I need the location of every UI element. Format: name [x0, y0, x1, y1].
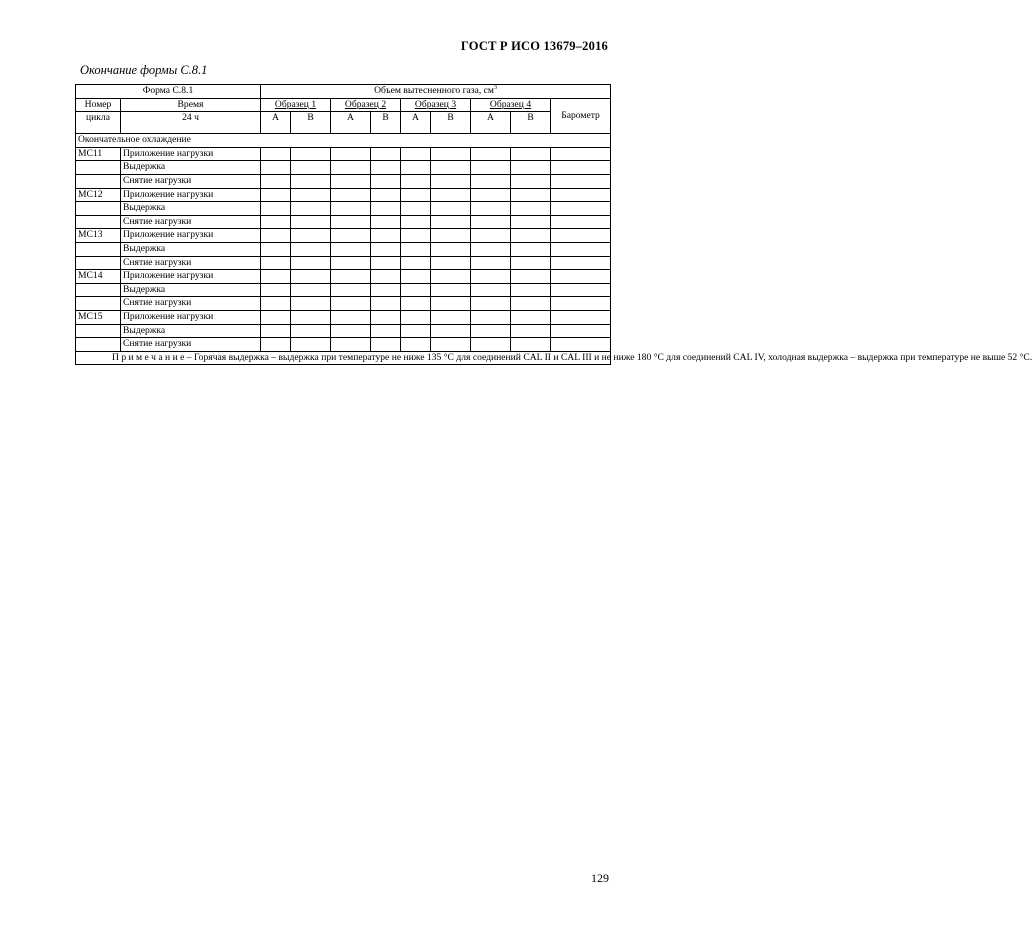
value-cell	[551, 270, 611, 284]
value-cell	[331, 338, 371, 352]
sample-1-a: A	[261, 112, 291, 134]
value-cell	[291, 215, 331, 229]
value-cell	[401, 256, 431, 270]
value-cell	[431, 229, 471, 243]
cycle-id-cell: МС11	[76, 147, 121, 161]
step-label: Приложение нагрузки	[121, 229, 261, 243]
value-cell	[471, 324, 511, 338]
value-cell	[371, 270, 401, 284]
step-label: Снятие нагрузки	[121, 338, 261, 352]
time-header-line-1: Время	[177, 98, 204, 110]
value-cell	[261, 256, 291, 270]
value-cell	[331, 297, 371, 311]
sample-3-header: Образец 3	[401, 98, 471, 112]
value-cell	[331, 310, 371, 324]
value-cell	[371, 229, 401, 243]
value-cell	[511, 202, 551, 216]
value-cell	[291, 202, 331, 216]
step-label: Приложение нагрузки	[121, 147, 261, 161]
sample-4-header: Образец 4	[471, 98, 551, 112]
value-cell	[371, 202, 401, 216]
value-cell	[261, 215, 291, 229]
value-cell	[431, 161, 471, 175]
value-cell	[551, 147, 611, 161]
value-cell	[511, 324, 551, 338]
step-label: Выдержка	[121, 202, 261, 216]
cycle-id-cell: МС14	[76, 270, 121, 284]
note-text: – Горячая выдержка – выдержка при температуре не ниже 135 °С для соединений CAL II и CAL III и не ниже 180 °С для соединений CAL IV, холодная выдержка – выдержка при температуре не выше 52 °С.	[184, 351, 1032, 363]
value-cell	[261, 324, 291, 338]
cycle-number-line-1: Номер	[84, 98, 112, 110]
gas-unit-superscript: 3	[494, 84, 497, 91]
value-cell	[551, 202, 611, 216]
value-cell	[371, 188, 401, 202]
step-label: Снятие нагрузки	[121, 174, 261, 188]
value-cell	[261, 297, 291, 311]
value-cell	[291, 270, 331, 284]
value-cell	[551, 256, 611, 270]
table-row	[76, 270, 611, 284]
value-cell	[511, 215, 551, 229]
value-cell	[511, 338, 551, 352]
step-label: Снятие нагрузки	[121, 215, 261, 229]
value-cell	[511, 161, 551, 175]
value-cell	[401, 338, 431, 352]
value-cell	[431, 297, 471, 311]
value-cell	[261, 202, 291, 216]
sample-2-header: Образец 2	[331, 98, 401, 112]
value-cell	[261, 270, 291, 284]
value-cell	[431, 310, 471, 324]
value-cell	[401, 215, 431, 229]
step-label: Приложение нагрузки	[121, 310, 261, 324]
value-cell	[291, 161, 331, 175]
cycle-number-header	[76, 98, 121, 112]
cycle-id-cell	[76, 215, 121, 229]
cycle-id-cell	[76, 324, 121, 338]
value-cell	[511, 147, 551, 161]
value-cell	[431, 174, 471, 188]
gas-volume-header	[261, 85, 611, 99]
value-cell	[371, 242, 401, 256]
value-cell	[401, 161, 431, 175]
gas-volume-text: Объем вытесненного газа, см	[374, 85, 494, 96]
cycle-id-cell	[76, 283, 121, 297]
step-label: Снятие нагрузки	[121, 297, 261, 311]
value-cell	[401, 188, 431, 202]
page-number: 129	[591, 871, 609, 885]
value-cell	[371, 174, 401, 188]
value-cell	[471, 202, 511, 216]
header-row-1	[76, 85, 611, 99]
cycle-id-cell	[76, 161, 121, 175]
time-header	[121, 98, 261, 112]
value-cell	[401, 324, 431, 338]
step-label: Снятие нагрузки	[121, 256, 261, 270]
value-cell	[471, 310, 511, 324]
value-cell	[551, 283, 611, 297]
table-row	[76, 202, 611, 216]
sample-4-b: B	[511, 112, 551, 134]
table-row	[76, 242, 611, 256]
value-cell	[471, 161, 511, 175]
value-cell	[261, 174, 291, 188]
value-cell	[401, 310, 431, 324]
table-row	[76, 174, 611, 188]
value-cell	[471, 215, 511, 229]
table-row	[76, 324, 611, 338]
value-cell	[471, 270, 511, 284]
value-cell	[471, 242, 511, 256]
value-cell	[551, 188, 611, 202]
value-cell	[471, 229, 511, 243]
table-row	[76, 215, 611, 229]
value-cell	[261, 147, 291, 161]
sample-3-b: B	[431, 112, 471, 134]
cycle-id-cell	[76, 202, 121, 216]
value-cell	[371, 297, 401, 311]
cycle-id-cell	[76, 297, 121, 311]
value-cell	[431, 215, 471, 229]
table-row	[76, 161, 611, 175]
sample-2-b: B	[371, 112, 401, 134]
time-header-cont: 24 ч	[121, 112, 261, 134]
value-cell	[331, 202, 371, 216]
value-cell	[331, 147, 371, 161]
value-cell	[401, 229, 431, 243]
cycle-id-cell: МС13	[76, 229, 121, 243]
value-cell	[371, 338, 401, 352]
value-cell	[331, 161, 371, 175]
note-cell	[76, 351, 1032, 365]
value-cell	[331, 283, 371, 297]
value-cell	[471, 338, 511, 352]
barometer-header: Барометр	[551, 98, 611, 134]
cycle-id-cell: МС15	[76, 310, 121, 324]
note-row	[76, 351, 611, 365]
value-cell	[551, 310, 611, 324]
value-cell	[401, 242, 431, 256]
note-label: П р и м е ч а н и е	[112, 351, 185, 363]
form-label: Форма С.8.1	[76, 85, 261, 99]
step-label: Выдержка	[121, 324, 261, 338]
value-cell	[331, 229, 371, 243]
value-cell	[431, 188, 471, 202]
value-cell	[511, 188, 551, 202]
value-cell	[291, 174, 331, 188]
table-row	[76, 256, 611, 270]
value-cell	[331, 270, 371, 284]
step-label: Выдержка	[121, 242, 261, 256]
value-cell	[431, 338, 471, 352]
value-cell	[431, 270, 471, 284]
value-cell	[511, 283, 551, 297]
value-cell	[331, 188, 371, 202]
section-label: Окончательное охлаждение	[76, 134, 611, 148]
value-cell	[431, 147, 471, 161]
value-cell	[261, 161, 291, 175]
table-row	[76, 283, 611, 297]
value-cell	[551, 338, 611, 352]
value-cell	[371, 147, 401, 161]
value-cell	[331, 324, 371, 338]
value-cell	[331, 215, 371, 229]
value-cell	[511, 270, 551, 284]
value-cell	[291, 338, 331, 352]
form-caption: Окончание формы С.8.1	[80, 63, 208, 77]
value-cell	[401, 297, 431, 311]
value-cell	[261, 188, 291, 202]
value-cell	[291, 147, 331, 161]
value-cell	[291, 310, 331, 324]
step-label: Приложение нагрузки	[121, 270, 261, 284]
sample-3-a: A	[401, 112, 431, 134]
value-cell	[261, 338, 291, 352]
cycle-id-cell	[76, 242, 121, 256]
sample-1-header: Образец 1	[261, 98, 331, 112]
table-row	[76, 229, 611, 243]
value-cell	[551, 215, 611, 229]
value-cell	[371, 283, 401, 297]
value-cell	[551, 174, 611, 188]
value-cell	[371, 310, 401, 324]
value-cell	[291, 297, 331, 311]
value-cell	[551, 297, 611, 311]
value-cell	[331, 242, 371, 256]
value-cell	[511, 229, 551, 243]
value-cell	[471, 283, 511, 297]
table-row	[76, 310, 611, 324]
value-cell	[291, 324, 331, 338]
value-cell	[511, 297, 551, 311]
table-row	[76, 297, 611, 311]
value-cell	[431, 256, 471, 270]
sample-1-b: B	[291, 112, 331, 134]
value-cell	[471, 147, 511, 161]
value-cell	[331, 256, 371, 270]
value-cell	[401, 202, 431, 216]
value-cell	[511, 242, 551, 256]
value-cell	[291, 188, 331, 202]
value-cell	[371, 215, 401, 229]
value-cell	[291, 242, 331, 256]
step-label: Приложение нагрузки	[121, 188, 261, 202]
step-label: Выдержка	[121, 161, 261, 175]
value-cell	[431, 202, 471, 216]
value-cell	[291, 283, 331, 297]
cycle-number-header-cont: цикла	[76, 112, 121, 134]
value-cell	[261, 229, 291, 243]
form-table	[75, 84, 1032, 365]
value-cell	[551, 242, 611, 256]
cycle-id-cell	[76, 174, 121, 188]
value-cell	[471, 174, 511, 188]
value-cell	[511, 174, 551, 188]
table-row	[76, 338, 611, 352]
value-cell	[371, 161, 401, 175]
value-cell	[511, 256, 551, 270]
value-cell	[431, 283, 471, 297]
value-cell	[471, 188, 511, 202]
value-cell	[551, 229, 611, 243]
value-cell	[261, 310, 291, 324]
step-label: Выдержка	[121, 283, 261, 297]
value-cell	[551, 324, 611, 338]
value-cell	[291, 256, 331, 270]
section-row	[76, 134, 611, 148]
sample-2-a: A	[331, 112, 371, 134]
value-cell	[551, 161, 611, 175]
value-cell	[371, 256, 401, 270]
value-cell	[331, 174, 371, 188]
cycle-id-cell	[76, 338, 121, 352]
value-cell	[371, 324, 401, 338]
value-cell	[431, 242, 471, 256]
cycle-id-cell	[76, 256, 121, 270]
table-row	[76, 147, 611, 161]
value-cell	[261, 242, 291, 256]
table-row	[76, 188, 611, 202]
header-row-2	[76, 98, 611, 112]
value-cell	[401, 147, 431, 161]
value-cell	[401, 174, 431, 188]
value-cell	[511, 310, 551, 324]
sample-4-a: A	[471, 112, 511, 134]
value-cell	[401, 270, 431, 284]
cycle-id-cell: МС12	[76, 188, 121, 202]
value-cell	[471, 297, 511, 311]
document-code: ГОСТ Р ИСО 13679–2016	[460, 39, 608, 53]
value-cell	[291, 229, 331, 243]
value-cell	[431, 324, 471, 338]
value-cell	[471, 256, 511, 270]
value-cell	[401, 283, 431, 297]
value-cell	[261, 283, 291, 297]
